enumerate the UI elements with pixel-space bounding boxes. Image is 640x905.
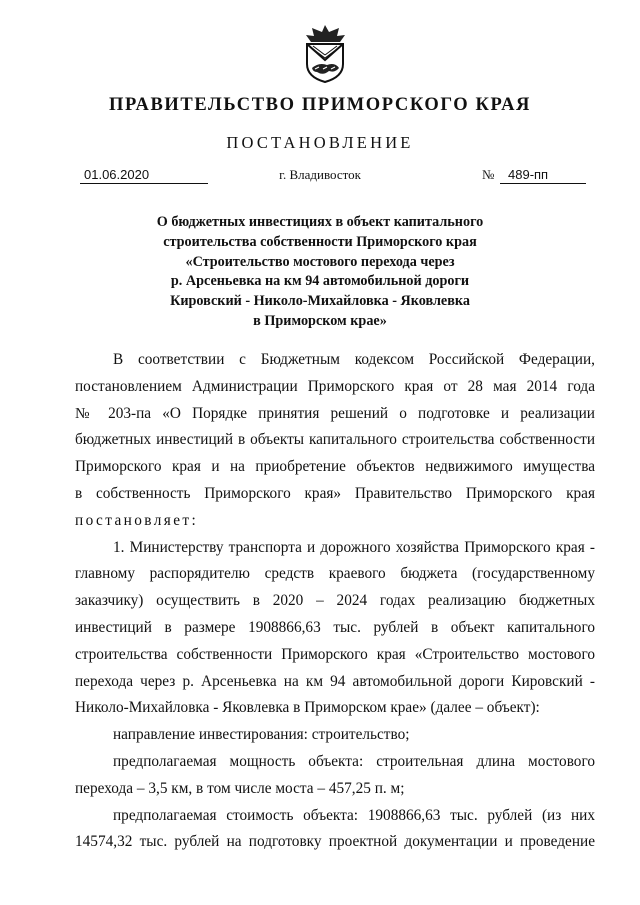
- body-line: 14574,32 тыс. рублей на подготовку проектной документации и проведение: [75, 833, 595, 851]
- title-line: строительства собственности Приморского края: [163, 233, 477, 250]
- body-line: 1. Министерству транспорта и дорожного хозяйства Приморского края -: [113, 538, 595, 556]
- title-line: в Приморском крае»: [253, 312, 387, 329]
- document-type: ПОСТАНОВЛЕНИЕ: [226, 133, 414, 152]
- government-name: ПРАВИТЕЛЬСТВО ПРИМОРСКОГО КРАЯ: [108, 95, 531, 115]
- body-line: предполагаемая мощность объекта: строительная длина мостового: [113, 752, 595, 770]
- document-city: г. Владивосток: [279, 167, 361, 182]
- body-line: строительства собственности Приморского края «Строительство мостового: [75, 645, 595, 663]
- body-line: направление инвестирования: строительство;: [113, 726, 410, 744]
- body-line: Николо-Михайловка - Яковлевка в Приморском крае» (далее – объект):: [75, 699, 540, 717]
- document-body: [75, 350, 595, 859]
- title-line: О бюджетных инвестициях в объект капитального: [156, 214, 484, 230]
- body-line: № 203-па «О Порядке принятия решений о подготовке и реализации: [75, 404, 595, 422]
- document-date: 01.06.2020: [80, 166, 208, 184]
- document-number: [482, 166, 592, 183]
- body-line: заказчику) осуществить в 2020 – 2024 годах реализацию бюджетных: [75, 592, 595, 610]
- body-line: перехода через р. Арсеньевка на км 94 автомобильной дороги Кировский -: [75, 672, 595, 690]
- title-line: р. Арсеньевка на км 94 автомобильной дороги: [170, 273, 470, 290]
- body-line: в собственность Приморского края» Правительство Приморского края: [75, 484, 595, 502]
- body-line: В соответствии с Бюджетным кодексом Российской Федерации,: [113, 351, 595, 368]
- body-line: перехода – 3,5 км, в том числе моста – 457,25 п. м;: [75, 779, 405, 797]
- body-line: инвестиций в размере 1908866,63 тыс. рублей в объект капитального: [75, 618, 595, 636]
- body-line: главному распорядителю средств краевого бюджета (государственному: [75, 565, 595, 583]
- title-line: «Строительство мостового перехода через: [185, 253, 455, 270]
- number-sign: №: [482, 167, 495, 182]
- body-line: бюджетных инвестиций в объекты капитального строительства собственности: [75, 431, 595, 449]
- body-line: постановлением Администрации Приморского края от 28 мая 2014 года: [75, 377, 595, 395]
- document-title: [100, 213, 540, 332]
- body-line-resolves: постановляет:: [75, 511, 199, 529]
- primorsky-krai-coat-of-arms-icon: [295, 24, 355, 84]
- number-value: 489-пп: [500, 166, 586, 184]
- title-line: Кировский - Николо-Михайловка - Яковлевка: [170, 293, 470, 310]
- body-line: предполагаемая стоимость объекта: 1908866,63 тыс. рублей (из них: [113, 806, 595, 824]
- body-line: Приморского края и на приобретение объектов недвижимого имущества: [75, 458, 595, 476]
